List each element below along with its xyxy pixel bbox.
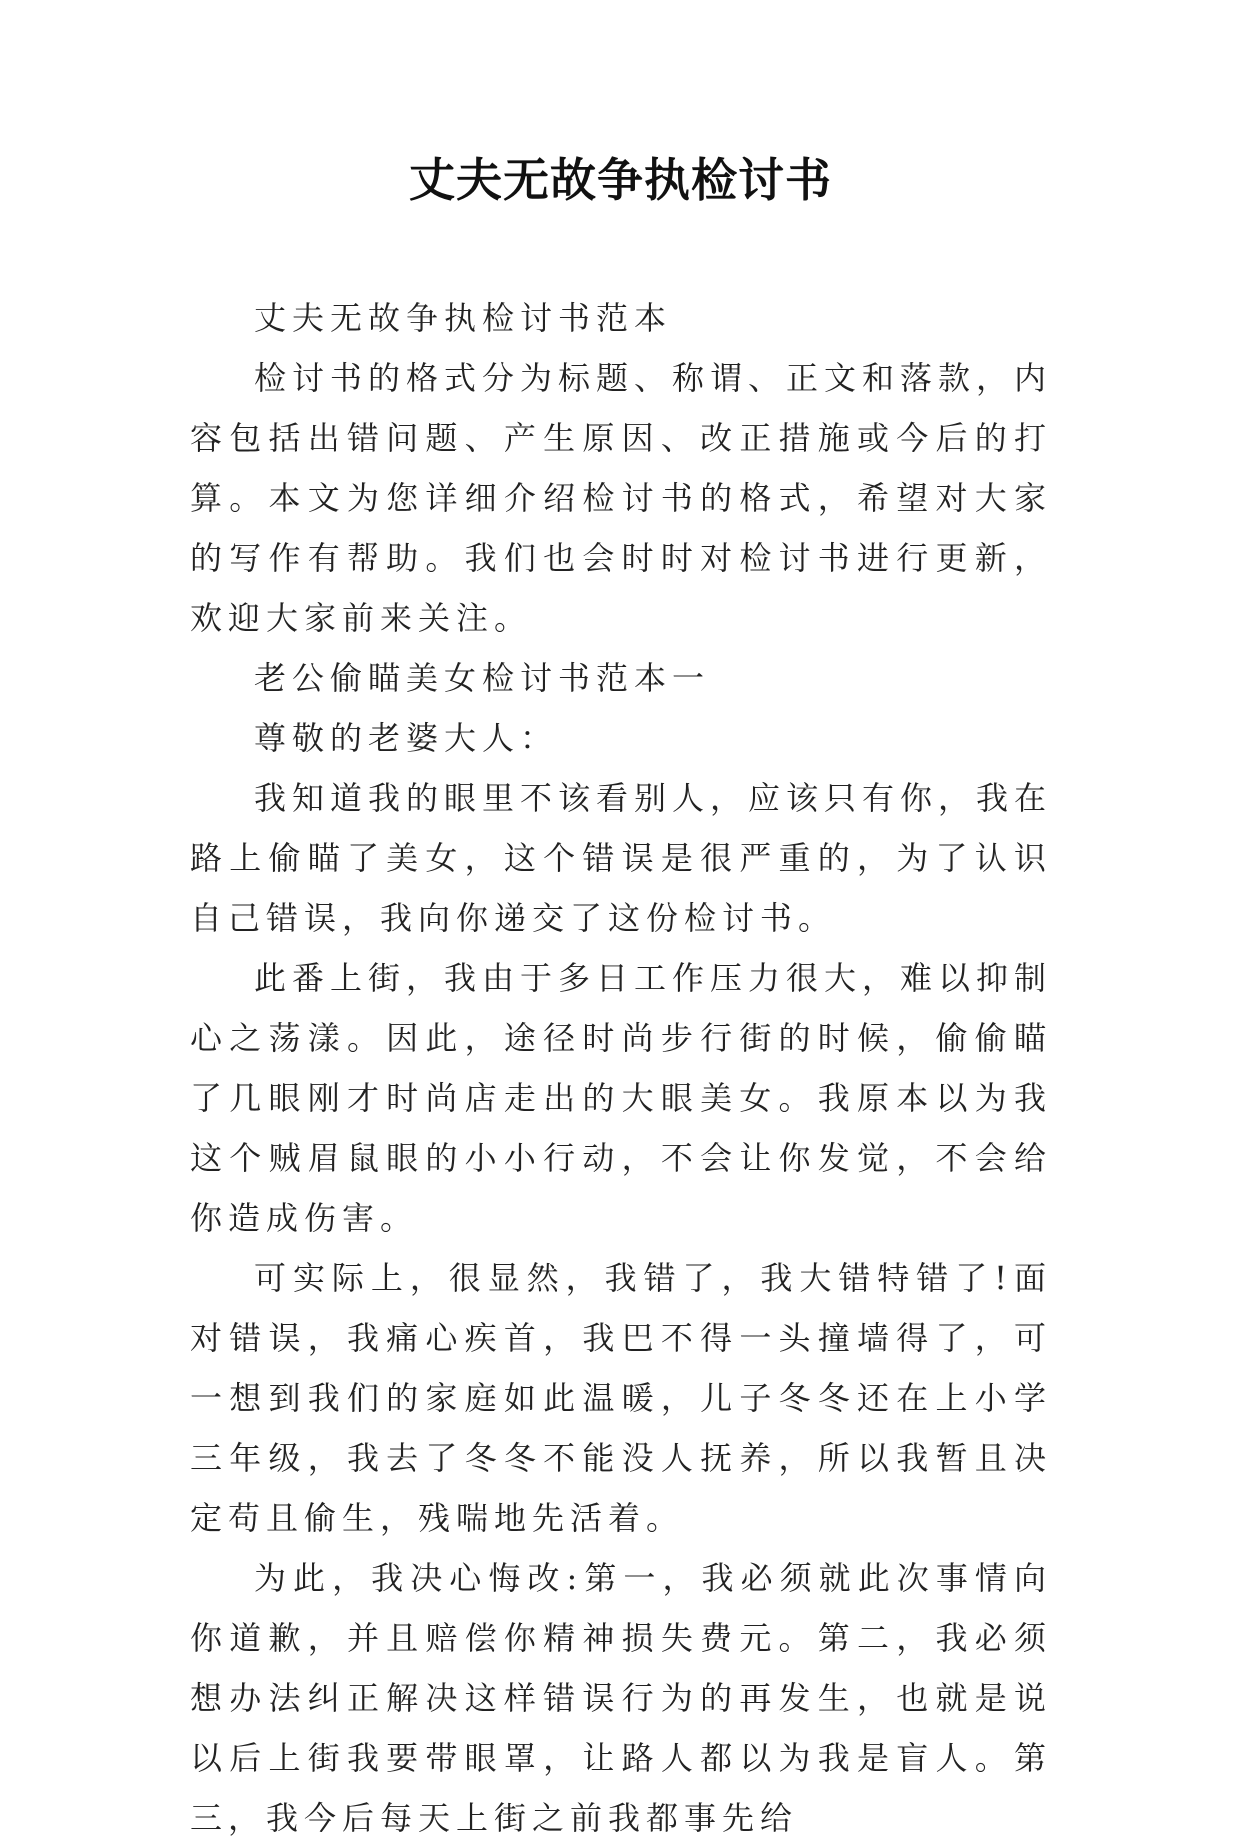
paragraph-body-1: 我知道我的眼里不该看别人，应该只有你，我在路上偷瞄了美女，这个错误是很严重的，为了认识自己错误，我向你递交了这份检讨书。	[190, 779, 1053, 937]
document-title: 丈夫无故争执检讨书	[409, 153, 832, 207]
paragraph-sample-heading: 老公偷瞄美女检讨书范本一	[254, 659, 711, 697]
paragraph-introduction: 检讨书的格式分为标题、称谓、正文和落款，内容包括出错问题、产生原因、改正措施或今后的打算。本文为您详细介绍检讨书的格式，希望对大家的写作有帮助。我们也会时时对检讨书进行更新，欢迎大家前来关注。	[190, 359, 1053, 637]
paragraph-body-4: 为此，我决心悔改:第一，我必须就此次事情向你道歉，并且赔偿你精神损失费元。第二，我必须想办法纠正解决这样错误行为的再发生，也就是说以后上街我要带眼罩，让路人都以为我是盲人。第三，我今后每天上街之前我都事先给	[190, 1559, 1052, 1837]
paragraph-body-2: 此番上街，我由于多日工作压力很大，难以抑制心之荡漾。因此，途径时尚步行街的时候，偷偷瞄了几眼刚才时尚店走出的大眼美女。我原本以为我这个贼眉鼠眼的小小行动，不会让你发觉，不会给你造成伤害。	[190, 959, 1053, 1237]
paragraph-body-3: 可实际上，很显然，我错了，我大错特错了!面对错误，我痛心疾首，我巴不得一头撞墙得了，可一想到我们的家庭如此温暖，儿子冬冬还在上小学三年级，我去了冬冬不能没人抚养，所以我暂且决定苟且偷生，残喘地先活着。	[190, 1259, 1052, 1537]
paragraph-template-heading: 丈夫无故争执检讨书范本	[254, 299, 673, 337]
document-body	[190, 288, 1052, 1848]
paragraph-salutation: 尊敬的老婆大人：	[254, 719, 559, 757]
